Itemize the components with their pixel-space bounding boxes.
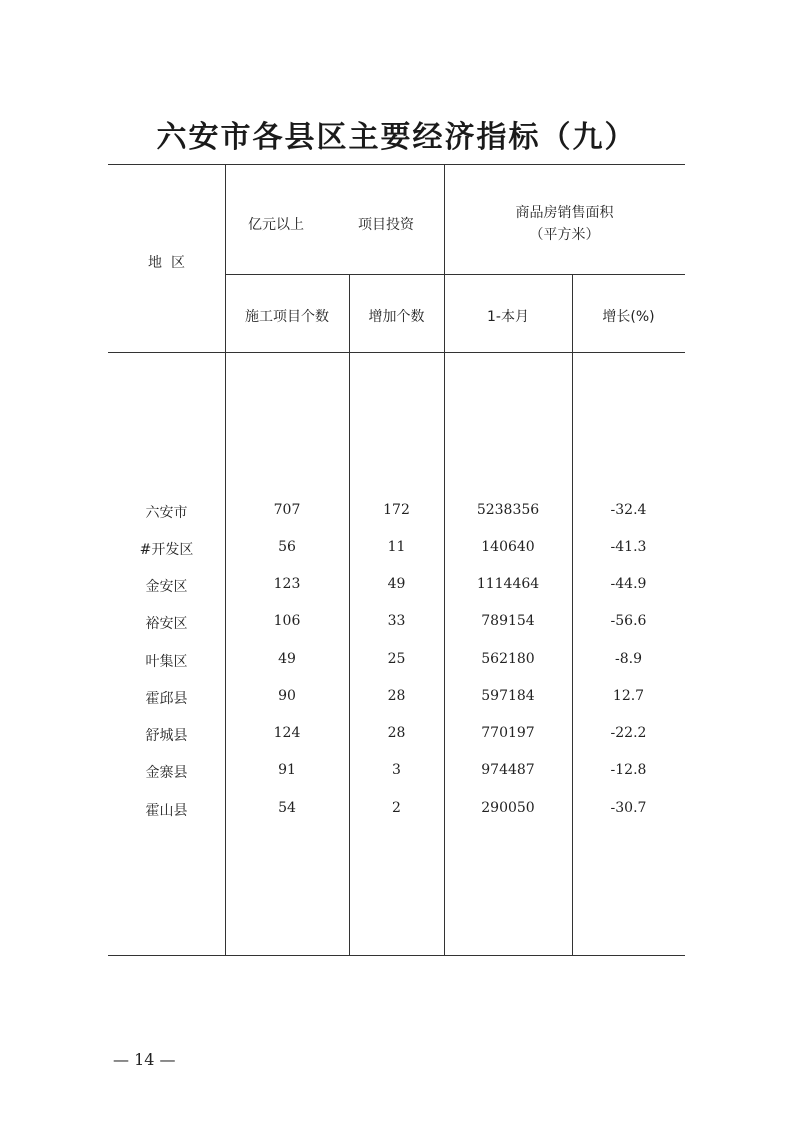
cell-growth: -8.9 bbox=[615, 651, 642, 667]
cell-ytd: 140640 bbox=[481, 539, 535, 555]
header-bottom-rule bbox=[108, 352, 685, 353]
cell-added: 49 bbox=[387, 576, 406, 592]
cell-growth: -32.4 bbox=[610, 502, 647, 518]
cell-growth: -22.2 bbox=[610, 725, 647, 741]
cell-growth: -12.8 bbox=[610, 762, 647, 778]
page-number: — 14 — bbox=[113, 1050, 176, 1069]
cell-region: 金寨县 bbox=[145, 765, 188, 781]
cell-projects: 124 bbox=[273, 725, 301, 741]
cell-projects: 106 bbox=[273, 613, 301, 629]
cell-added: 11 bbox=[387, 539, 406, 555]
cell-projects: 56 bbox=[278, 539, 296, 555]
header-added-count: 增加个数 bbox=[368, 309, 425, 325]
cell-ytd: 770197 bbox=[481, 725, 535, 741]
cell-region: 裕安区 bbox=[145, 616, 188, 632]
header-investment-part1: 亿元以上 bbox=[248, 217, 304, 233]
cell-projects: 707 bbox=[273, 502, 301, 518]
cell-ytd: 1114464 bbox=[476, 576, 540, 592]
cell-projects: 49 bbox=[278, 651, 296, 667]
cell-region: 金安区 bbox=[145, 579, 188, 595]
cell-added: 172 bbox=[383, 502, 410, 518]
cell-ytd: 290050 bbox=[481, 800, 535, 816]
header-investment-part2: 项目投资 bbox=[358, 217, 414, 233]
header-growth: 增长(%) bbox=[602, 309, 655, 325]
cell-added: 33 bbox=[387, 613, 406, 629]
cell-ytd: 597184 bbox=[481, 688, 535, 704]
cell-region: 霍山县 bbox=[145, 803, 188, 819]
column-divider-3 bbox=[444, 164, 445, 956]
header-ytd: 1-本月 bbox=[487, 309, 529, 325]
cell-added: 28 bbox=[387, 688, 406, 704]
cell-region: 霍邱县 bbox=[145, 691, 188, 707]
header-sales-area: 商品房销售面积 bbox=[515, 205, 614, 221]
header-mid-rule bbox=[225, 274, 685, 275]
cell-region: #开发区 bbox=[139, 542, 194, 558]
header-sales-unit: （平方米） bbox=[529, 227, 600, 243]
cell-region: 舒城县 bbox=[145, 728, 188, 744]
cell-ytd: 562180 bbox=[481, 651, 535, 667]
cell-added: 28 bbox=[387, 725, 406, 741]
cell-growth: 12.7 bbox=[612, 688, 645, 704]
cell-added: 3 bbox=[392, 762, 401, 778]
cell-region: 六安市 bbox=[145, 505, 188, 521]
cell-growth: -30.7 bbox=[610, 800, 647, 816]
cell-ytd: 5238356 bbox=[476, 502, 540, 518]
indicator-table bbox=[108, 164, 685, 956]
cell-projects: 91 bbox=[278, 762, 296, 778]
column-divider-1 bbox=[225, 164, 226, 956]
cell-added: 25 bbox=[387, 651, 406, 667]
table-top-rule bbox=[108, 164, 685, 165]
cell-ytd: 789154 bbox=[481, 613, 535, 629]
cell-added: 2 bbox=[392, 800, 401, 816]
cell-region: 叶集区 bbox=[145, 654, 188, 670]
header-region: 地 区 bbox=[148, 255, 185, 271]
cell-growth: -41.3 bbox=[610, 539, 647, 555]
table-bottom-rule bbox=[108, 955, 685, 956]
header-projects-count: 施工项目个数 bbox=[245, 309, 329, 325]
cell-projects: 123 bbox=[273, 576, 301, 592]
cell-growth: -56.6 bbox=[610, 613, 647, 629]
cell-projects: 54 bbox=[278, 800, 296, 816]
cell-growth: -44.9 bbox=[610, 576, 647, 592]
page-title: 六安市各县区主要经济指标（九） bbox=[156, 120, 637, 155]
cell-ytd: 974487 bbox=[481, 762, 535, 778]
cell-projects: 90 bbox=[278, 688, 296, 704]
